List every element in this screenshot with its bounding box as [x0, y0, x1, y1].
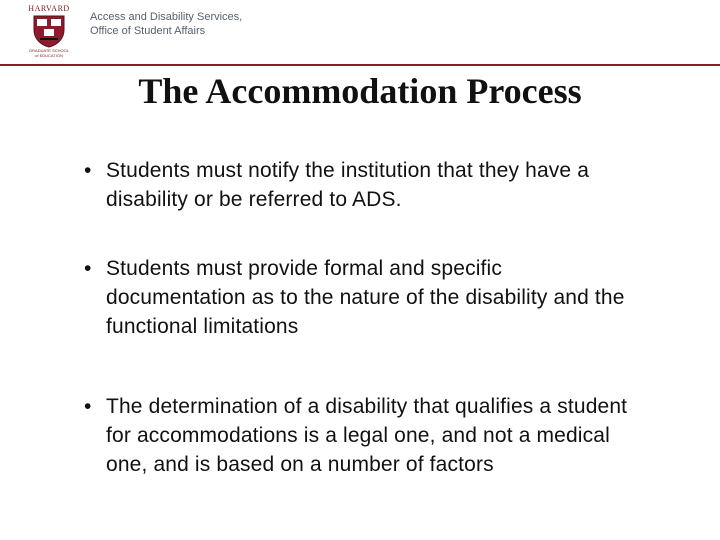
bullet-item [84, 392, 644, 479]
slide-title: The Accommodation Process [138, 71, 582, 111]
bullet-dot-icon: • [84, 395, 92, 418]
logo-bottom-text [26, 48, 72, 58]
bullet-text: The determination of a disability that qualifies a student for accommodations is a legal one, and not a medical one, and is based on a number of factors [106, 395, 628, 476]
bullet-item [84, 254, 644, 341]
logo-bottom-line1: GRADUATE SCHOOL [29, 48, 69, 53]
org-name [90, 10, 242, 38]
bullet-text: Students must notify the institution that they have a disability or be referred to ADS. [106, 159, 590, 211]
logo-top-text: HARVARD [28, 4, 70, 13]
slide-header [0, 0, 720, 64]
bullet-text: Students must provide formal and specific documentation as to the nature of the disability and the functional limitations [106, 257, 625, 338]
bullet-dot-icon: • [84, 159, 92, 182]
org-name-line1: Access and Disability Services, [90, 11, 243, 23]
header-divider [0, 64, 720, 66]
bullet-list [84, 156, 644, 479]
shield-icon [32, 14, 66, 48]
bullet-dot-icon: • [84, 257, 92, 280]
logo-bottom-line2: of EDUCATION [35, 53, 63, 58]
harvard-gse-logo [26, 4, 72, 62]
org-name-line2: Office of Student Affairs [90, 25, 206, 37]
bullet-item [84, 156, 644, 214]
